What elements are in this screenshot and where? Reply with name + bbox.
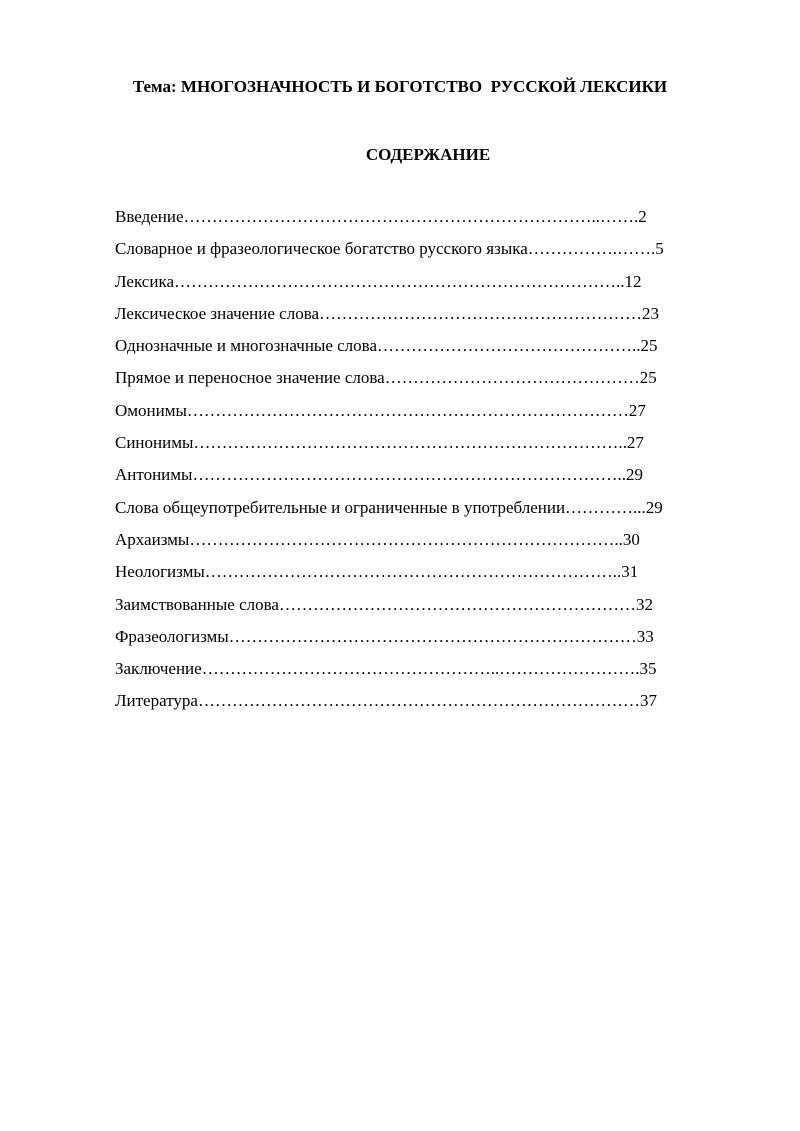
toc-entry-synonyms: Синонимы…………………………………………………………………..27: [115, 433, 644, 453]
toc-entry-conclusion: Заключение……………………………………………..…………………….35: [115, 659, 657, 679]
toc-entry-homonyms: Омонимы……………………………………………………………………27: [115, 400, 646, 420]
toc-entry-phraseologisms: Фразеологизмы………………………………………………………………33: [115, 626, 654, 646]
toc-entry-antonyms: Антонимы…………………………………………………………………..29: [115, 465, 643, 485]
toc-entry-lexical-meaning: Лексическое значение слова…………………………………………………23: [115, 303, 660, 323]
document-title: Тема: МНОГОЗНАЧНОСТЬ И БОГОТСТВО РУССКОЙ ЛЕКСИКИ: [132, 77, 668, 96]
toc-entry-archaisms: Архаизмы…………………………………………………………………..30: [115, 529, 640, 549]
toc-entry-literal-figurative: Прямое и переносное значение слова………………………………………25: [115, 368, 657, 388]
toc-entry-common-restricted-words: Слова общеупотребительные и ограниченные в употреблении…………...29: [115, 497, 663, 517]
toc-entry-neologisms: Неологизмы………………………………………………………………..31: [115, 562, 639, 582]
toc-heading: СОДЕРЖАНИЕ: [365, 145, 491, 164]
toc-entry-lexis: Лексика……………………………………………………………………..12: [115, 271, 642, 291]
toc-entry-introduction: Введение………………………………………………………………..…….2: [115, 207, 647, 226]
toc-entry-vocabulary-richness: Словарное и фразеологическое богатство русского языка…………….…….5: [115, 239, 664, 259]
toc-entry-monosemous-polysemous: Однозначные и многозначные слова………………………………………..25: [115, 336, 658, 356]
table-of-contents: [115, 206, 755, 723]
toc-entry-literature: Литература……………………………………………………………………37: [115, 691, 657, 711]
toc-entry-borrowed-words: Заимствованные слова………………………………………………………32: [115, 594, 653, 614]
